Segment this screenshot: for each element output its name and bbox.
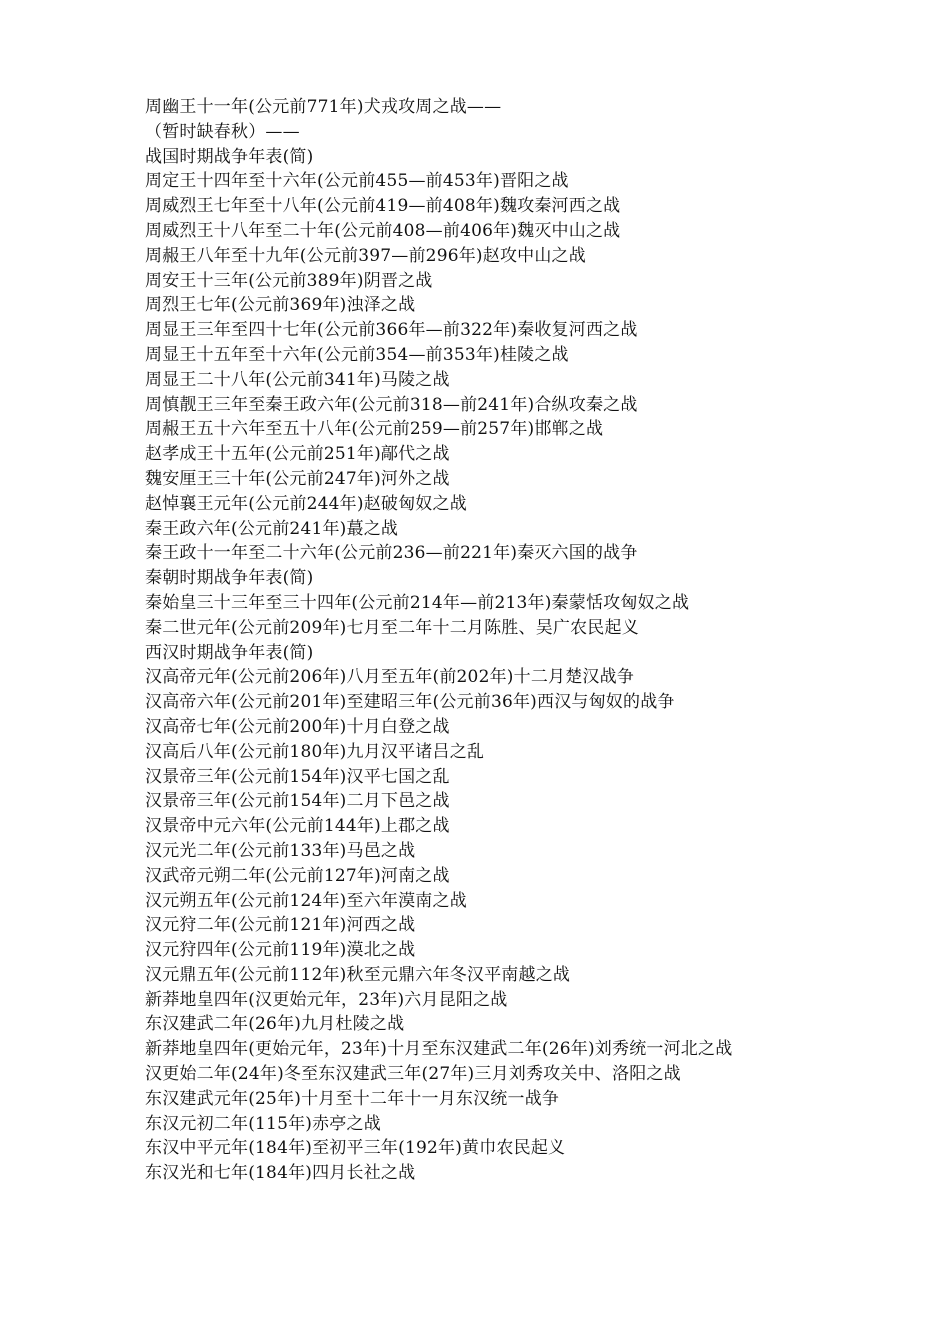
text-line: 汉元狩二年(公元前121年)河西之战 xyxy=(145,915,416,936)
text-line: 汉高帝六年(公元前201年)至建昭三年(公元前36年)西汉与匈奴的战争 xyxy=(145,692,675,713)
text-line: 汉元朔五年(公元前124年)至六年漠南之战 xyxy=(145,890,467,911)
section-heading: 战国时期战争年表(简) xyxy=(145,146,314,167)
text-line: 周显王十五年至十六年(公元前354—前353年)桂陵之战 xyxy=(145,344,569,365)
text-line: 魏安厘王三十年(公元前247年)河外之战 xyxy=(145,468,450,489)
text-line: 秦王政六年(公元前241年)蕞之战 xyxy=(145,518,399,539)
section-heading: 秦朝时期战争年表(简) xyxy=(145,568,314,589)
text-line: 汉高帝七年(公元前200年)十月白登之战 xyxy=(145,716,450,737)
text-line: （暂时缺春秋）—— xyxy=(145,121,300,142)
text-line: 新莽地皇四年(汉更始元年，23年)六月昆阳之战 xyxy=(145,989,508,1010)
text-line: 东汉建武元年(25年)十月至十二年十一月东汉统一战争 xyxy=(145,1088,560,1109)
text-line: 秦二世元年(公元前209年)七月至二年十二月陈胜、吴广农民起义 xyxy=(145,617,639,638)
text-line: 周威烈王七年至十八年(公元前419—前408年)魏攻秦河西之战 xyxy=(145,196,621,217)
section-heading: 西汉时期战争年表(简) xyxy=(145,642,314,663)
text-line: 汉元狩四年(公元前119年)漠北之战 xyxy=(145,940,416,961)
text-line: 秦始皇三十三年至三十四年(公元前214年—前213年)秦蒙恬攻匈奴之战 xyxy=(145,592,690,613)
text-line: 东汉光和七年(184年)四月长社之战 xyxy=(145,1163,416,1184)
text-line: 周赧王八年至十九年(公元前397—前296年)赵攻中山之战 xyxy=(145,245,586,266)
text-line: 周威烈王十八年至二十年(公元前408—前406年)魏灭中山之战 xyxy=(145,220,621,241)
text-line: 周烈王七年(公元前369年)浊泽之战 xyxy=(145,295,416,316)
text-line: 汉景帝中元六年(公元前144年)上郡之战 xyxy=(145,816,450,837)
text-line: 新莽地皇四年(更始元年，23年)十月至东汉建武二年(26年)刘秀统一河北之战 xyxy=(145,1039,733,1060)
text-line: 汉元光二年(公元前133年)马邑之战 xyxy=(145,840,416,861)
text-line: 周显王二十八年(公元前341年)马陵之战 xyxy=(145,369,450,390)
text-line: 东汉元初二年(115年)赤亭之战 xyxy=(145,1113,381,1134)
text-line: 赵悼襄王元年(公元前244年)赵破匈奴之战 xyxy=(145,493,467,514)
text-line: 东汉建武二年(26年)九月杜陵之战 xyxy=(145,1014,405,1035)
war-chronology-list xyxy=(145,95,732,1186)
text-line: 秦王政十一年至二十六年(公元前236—前221年)秦灭六国的战争 xyxy=(145,543,638,564)
text-line: 周显王三年至四十七年(公元前366年—前322年)秦收复河西之战 xyxy=(145,320,638,341)
text-line: 周赧王五十六年至五十八年(公元前259—前257年)邯郸之战 xyxy=(145,419,604,440)
text-line: 周慎靓王三年至秦王政六年(公元前318—前241年)合纵攻秦之战 xyxy=(145,394,638,415)
text-line: 周安王十三年(公元前389年)阴晋之战 xyxy=(145,270,433,291)
text-line: 汉更始二年(24年)冬至东汉建武三年(27年)三月刘秀攻关中、洛阳之战 xyxy=(145,1064,681,1085)
text-line: 东汉中平元年(184年)至初平三年(192年)黄巾农民起义 xyxy=(145,1138,566,1159)
text-line: 汉高后八年(公元前180年)九月汉平诸吕之乱 xyxy=(145,741,485,762)
text-line: 周定王十四年至十六年(公元前455—前453年)晋阳之战 xyxy=(145,171,569,192)
text-line: 汉元鼎五年(公元前112年)秋至元鼎六年冬汉平南越之战 xyxy=(145,964,571,985)
text-line: 赵孝成王十五年(公元前251年)鄗代之战 xyxy=(145,444,450,465)
text-line: 汉景帝三年(公元前154年)二月下邑之战 xyxy=(145,791,450,812)
text-line: 汉高帝元年(公元前206年)八月至五年(前202年)十二月楚汉战争 xyxy=(145,667,635,688)
text-line: 汉景帝三年(公元前154年)汉平七国之乱 xyxy=(145,766,450,787)
text-line: 汉武帝元朔二年(公元前127年)河南之战 xyxy=(145,865,450,886)
text-line: 周幽王十一年(公元前771年)犬戎攻周之战—— xyxy=(145,97,502,117)
